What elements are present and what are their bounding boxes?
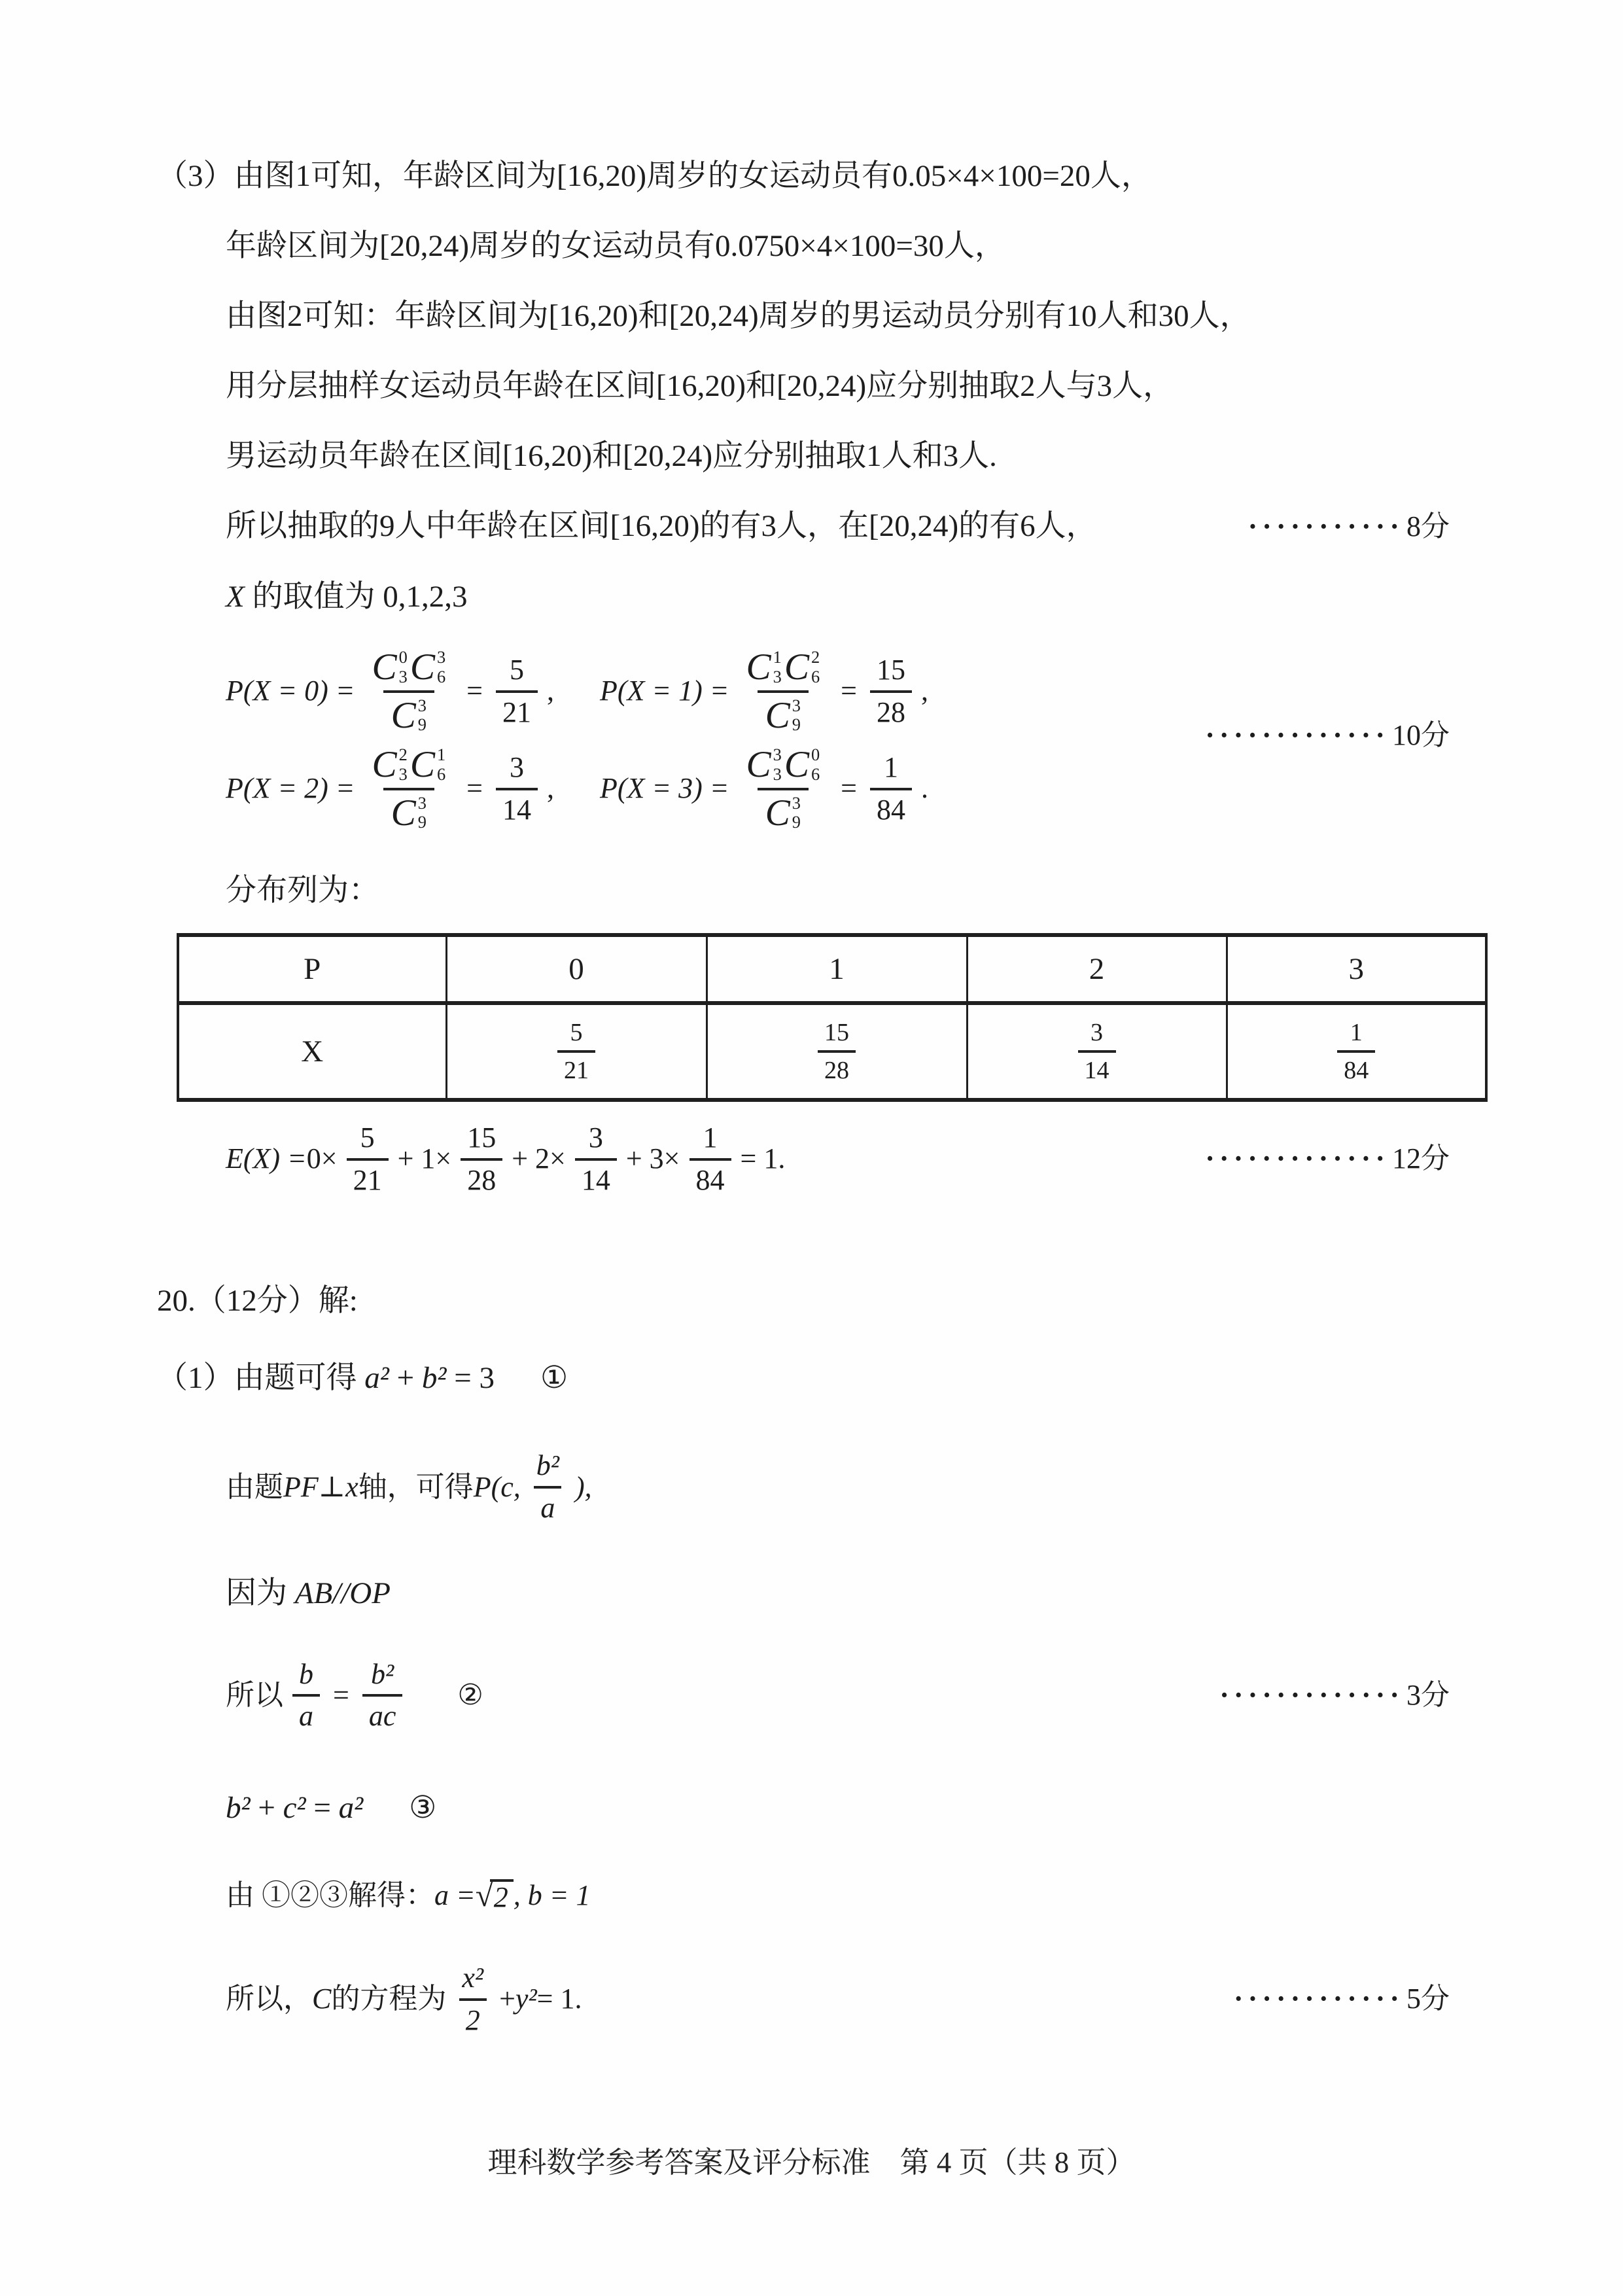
table-row-header [178, 935, 1486, 1003]
q20-ellipse-equation [226, 1962, 1450, 2037]
score-marker-8 [1248, 508, 1450, 546]
equals-one: = 1. [536, 1983, 582, 2015]
point-P-close: ), [574, 1470, 592, 1503]
score-label: 10分 [1392, 718, 1450, 751]
dist-value-label: X [178, 1003, 446, 1100]
q20-parallel-line [226, 1574, 1450, 1612]
score-label: 12分 [1392, 1142, 1450, 1175]
expectation-line [226, 1122, 1450, 1197]
prob-lhs: P(X = 2) = [226, 772, 355, 805]
y-squared: y² [515, 1983, 537, 2015]
ellipse-mid: 的方程为 [331, 1983, 447, 2015]
table-row-values [178, 1003, 1486, 1100]
expectation-lhs: E(X) = [226, 1142, 307, 1175]
result-fraction: $\frac{3}{14}$ [496, 751, 538, 826]
q20-pf-line [226, 1449, 1450, 1525]
pf-pre: 由题 [226, 1470, 283, 1503]
comb-term: C 2 6 [784, 646, 820, 688]
score-label: 3分 [1406, 1678, 1450, 1711]
q20-pythagoras-equation: b² + c² = a² ③ [226, 1790, 437, 1825]
solution-line-3: 由图2可知：年龄区间为[16,20)和[20,24)周岁的男运动员分别有10人和30人， [226, 299, 1251, 333]
b2-over-ac-fraction: $\frac{\text{b²}}{ac}$ [362, 1658, 403, 1733]
term-multiplier: + 1× [397, 1142, 452, 1175]
comb-term: C 1 3 [746, 646, 782, 688]
score-marker-5 [1234, 1983, 1450, 2016]
q20-solve-line [226, 1879, 1450, 1913]
comb-term: C 0 3 [372, 646, 408, 688]
dot-leader: ············ [1233, 1983, 1404, 2015]
dot-leader: ············· [1205, 1142, 1389, 1175]
comb-term: C 3 6 [410, 646, 446, 688]
term-fraction: $\frac{15}{28}$ [461, 1122, 502, 1197]
term-fraction: $\frac{3}{14}$ [575, 1122, 617, 1197]
segment-PF: PF [283, 1470, 319, 1503]
prob-lhs: P(X = 3) = [600, 772, 729, 805]
circled-3: ③ [409, 1790, 437, 1825]
circled-1: ① [540, 1361, 568, 1396]
prob-formula-x3 [600, 745, 928, 832]
solution-line-1: （3）由图1可知，年龄区间为[16,20)周岁的女运动员有0.05×4×100=20人， [157, 159, 1152, 193]
solution-line-7-text: 的取值为 0,1,2,3 [244, 580, 468, 614]
prob-fraction: $\frac{5}{21}$ [557, 1018, 595, 1085]
dist-header-cell: 2 [967, 935, 1227, 1003]
radical-symbol: √ [475, 1877, 493, 1913]
dist-value-cell [707, 1003, 967, 1100]
dist-value-cell [1227, 1003, 1486, 1100]
dot-leader: ············· [1205, 718, 1389, 751]
parallel-pre: 因为 [226, 1576, 295, 1610]
term-multiplier: 0× [306, 1142, 338, 1175]
dot-leader: ··········· [1248, 510, 1404, 542]
perpendicular-symbol: ⊥ [318, 1470, 346, 1503]
solution-line-5: 男运动员年龄在区间[16,20)和[20,24)应分别抽取1人和3人. [226, 439, 997, 473]
solution-line-6-text: 所以抽取的9人中年龄在区间[16,20)的有3人，在[20,24)的有6人， [226, 509, 1097, 543]
comb-term: C 3 9 [765, 694, 801, 736]
comb-term: C 2 3 [372, 744, 408, 786]
solution-line-7 [226, 578, 1450, 616]
dist-value-cell [446, 1003, 707, 1100]
result-fraction: $\frac{15}{28}$ [870, 654, 912, 729]
x2-over-2-fraction: $\frac{\text{x²}}{2}$ [455, 1962, 490, 2037]
expectation-result: = 1. [740, 1142, 786, 1175]
equals-sign: = [841, 772, 857, 805]
prob-fraction: $\frac{15}{28}$ [818, 1018, 856, 1085]
score-marker-10 [1205, 719, 1450, 752]
var-x: x [345, 1470, 358, 1503]
eq1-pre: （1）由题可得 [157, 1361, 365, 1396]
b2-over-a-fraction: $\frac{\text{b²}}{a}$ [530, 1449, 566, 1525]
term-multiplier: + 2× [512, 1142, 566, 1175]
sqrt-2: √ 2 [476, 1879, 514, 1913]
result-fraction: $\frac{1}{84}$ [870, 751, 912, 826]
comb-term: C 0 6 [784, 744, 820, 786]
prob-fraction: $\frac{3}{14}$ [1078, 1018, 1116, 1085]
b-over-a-fraction: $\frac{b}{a}$ [292, 1658, 320, 1733]
score-marker-12 [1205, 1142, 1450, 1176]
equals-sign: = [841, 675, 857, 707]
q20-header: 20.（12分）解: [157, 1284, 358, 1318]
slope-pre: 所以 [226, 1678, 283, 1711]
distribution-table [177, 933, 1488, 1102]
prob-formula-x0 [226, 648, 554, 735]
comb-term: C 1 6 [410, 744, 446, 786]
solve-pre: 由 ①②③解得： [226, 1879, 434, 1912]
q20-slope-equation [226, 1658, 1450, 1733]
solution-line-6 [226, 507, 1450, 546]
comb-fraction [364, 648, 453, 735]
point-P-open: P(c, [473, 1470, 521, 1503]
tail: , [921, 675, 928, 707]
pf-mid: 轴，可得 [358, 1470, 474, 1503]
comb-fraction [364, 745, 453, 832]
a-equals: a = [434, 1879, 476, 1912]
score-label: 5分 [1406, 1983, 1450, 2015]
plus-sign: + [499, 1983, 515, 2015]
distribution-label: 分布列为： [226, 874, 379, 908]
tail: , [547, 772, 554, 805]
dist-header-cell: 0 [446, 935, 707, 1003]
comb-term: C 3 9 [765, 792, 801, 834]
comb-term: C 3 9 [391, 792, 427, 834]
score-label: 8分 [1406, 510, 1450, 542]
probability-row-2 [226, 745, 1450, 832]
probability-row-1 [226, 646, 1450, 751]
term-fraction: $\frac{1}{84}$ [689, 1122, 731, 1197]
equals-sign: = [466, 772, 483, 805]
equals-sign: = [333, 1678, 349, 1711]
prob-formula-x2 [226, 745, 554, 832]
tail: . [921, 772, 928, 805]
dot-leader: ············· [1219, 1678, 1404, 1711]
dist-header-cell: 3 [1227, 935, 1486, 1003]
b-equals: , b = 1 [513, 1879, 591, 1912]
prob-lhs: P(X = 0) = [226, 675, 355, 707]
circled-2: ② [457, 1678, 483, 1711]
score-marker-3 [1219, 1679, 1450, 1712]
comb-term: C 3 9 [391, 694, 427, 736]
tail: , [547, 675, 554, 707]
term-multiplier: + 3× [625, 1142, 680, 1175]
comb-fraction [738, 648, 828, 735]
ellipse-pre: 所以， [226, 1983, 312, 2015]
prob-lhs: P(X = 1) = [600, 675, 729, 707]
prob-fraction: $\frac{1}{84}$ [1337, 1018, 1375, 1085]
prob-formula-x1 [600, 648, 928, 735]
term-fraction: $\frac{5}{21}$ [347, 1122, 389, 1197]
comb-fraction [738, 745, 828, 832]
result-fraction: $\frac{5}{21}$ [496, 654, 538, 729]
solution-line-2: 年龄区间为[20,24)周岁的女运动员有0.0750×4×100=30人， [226, 229, 1005, 263]
comb-term: C 3 3 [746, 744, 782, 786]
q20-equation-1: （1）由题可得 a² + b² = 3 ① [157, 1361, 568, 1396]
dist-header-label: P [178, 935, 446, 1003]
curve-C: C [312, 1983, 332, 2015]
dist-value-cell [967, 1003, 1227, 1100]
equals-sign: = [466, 675, 483, 707]
solution-line-4: 用分层抽样女运动员年龄在区间[16,20)和[20,24)应分别抽取2人与3人， [226, 369, 1174, 403]
var-X: X [226, 580, 245, 614]
dist-header-cell: 1 [707, 935, 967, 1003]
AB-parallel-OP: AB//OP [294, 1576, 391, 1610]
page-footer: 理科数学参考答案及评分标准 第 4 页（共 8 页） [487, 2146, 1136, 2179]
